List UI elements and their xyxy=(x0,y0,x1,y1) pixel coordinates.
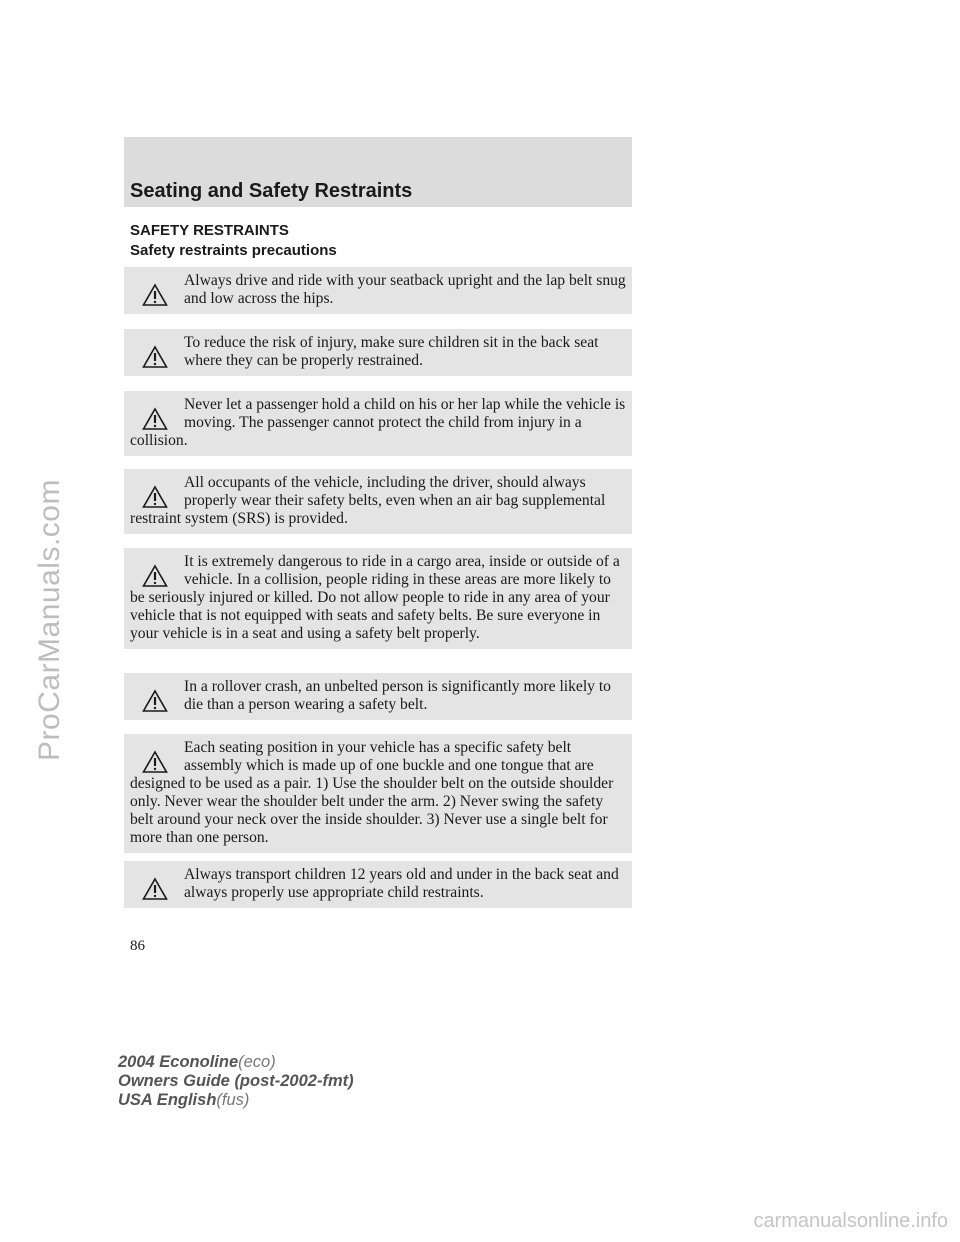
warning-box xyxy=(124,267,632,314)
warning-triangle-icon xyxy=(142,750,168,774)
footer-model: 2004 Econoline xyxy=(118,1053,239,1071)
warning-triangle-icon xyxy=(142,283,168,307)
footer-line-model xyxy=(118,1053,354,1072)
section-subheading: Safety restraints precautions xyxy=(130,242,337,259)
warning-triangle-icon xyxy=(142,689,168,713)
warning-text: In a rollover crash, an unbelted person is significantly more likely to die than a person wearing a safety belt. xyxy=(184,678,611,713)
footer-line-language xyxy=(118,1091,354,1110)
warning-triangle-icon xyxy=(142,485,168,509)
warning-triangle-icon xyxy=(142,407,168,431)
warning-text: To reduce the risk of injury, make sure children sit in the back seat where they can be properly restrained. xyxy=(184,334,599,369)
footer-model-code: (eco) xyxy=(238,1053,276,1071)
footer-language-code: (fus) xyxy=(216,1091,250,1109)
section-title: Seating and Safety Restraints xyxy=(130,180,413,202)
footer-guide: Owners Guide (post-2002-fmt) xyxy=(118,1072,354,1090)
warning-box xyxy=(124,548,632,649)
warning-box xyxy=(124,469,632,534)
warning-box xyxy=(124,391,632,456)
footer-line-guide xyxy=(118,1072,354,1091)
warning-text: Never let a passenger hold a child on his or her lap while the vehicle is moving. The passenger cannot protect the child from injury in a collision. xyxy=(130,396,626,449)
warning-box xyxy=(124,861,632,908)
footer-language: USA English xyxy=(118,1091,217,1109)
document-footer xyxy=(118,1053,354,1110)
warning-box xyxy=(124,329,632,376)
page-number: 86 xyxy=(130,938,145,954)
side-watermark: ProCarManuals.com xyxy=(33,479,66,761)
warning-box xyxy=(124,734,632,853)
warning-triangle-icon xyxy=(142,564,168,588)
warning-triangle-icon xyxy=(142,877,168,901)
warning-text: All occupants of the vehicle, including the driver, should always properly wear their safety belts, even when an air bag supplemental restraint system (SRS) is provided. xyxy=(130,474,606,527)
warning-text: Each seating position in your vehicle has a specific safety belt assembly which is made up of one buckle and one tongue that are designed to be used as a pair. 1) Use the shoulder belt on the outside shoulder only. Never wear the shoulder belt under the arm. 2) Never swing the safety belt around your neck over the inside shoulder. 3) Never use a single belt for more than one person. xyxy=(130,739,614,846)
warning-text: Always drive and ride with your seatback upright and the lap belt snug and low across the hips. xyxy=(184,272,626,307)
bottom-watermark: carmanualsonline.info xyxy=(753,1210,948,1232)
warning-box xyxy=(124,673,632,720)
warning-text: It is extremely dangerous to ride in a cargo area, inside or outside of a vehicle. In a collision, people riding in these areas are more likely to be seriously injured or killed. Do not allow people to ride in any area of your vehicle that is not equipped with seats and safety belts. Be sure everyone in your vehicle is in a seat and using a safety belt properly. xyxy=(130,553,620,642)
warning-triangle-icon xyxy=(142,345,168,369)
section-header xyxy=(124,137,632,207)
warning-text: Always transport children 12 years old and under in the back seat and always properly use appropriate child restraints. xyxy=(184,866,619,901)
section-heading: SAFETY RESTRAINTS xyxy=(130,222,289,239)
